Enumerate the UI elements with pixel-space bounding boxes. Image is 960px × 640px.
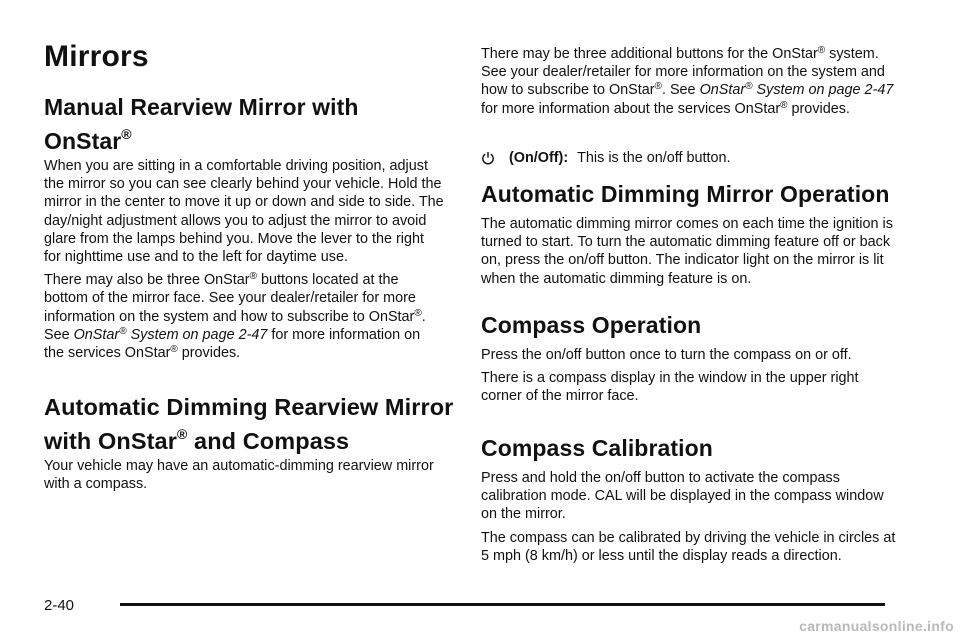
paragraph: There is a compass display in the window in the upper right corner of the mirror face. bbox=[481, 370, 859, 405]
section-heading-manual-rearview: Manual Rearview Mirror with OnStar® bbox=[44, 94, 359, 154]
manual-rearview-body bbox=[44, 157, 444, 362]
paragraph: When you are sitting in a comfortable driving position, adjust the mirror so you can see clearly behind your vehicle. Hold the mirror in the center to move it up or down and side to side. The day/night adjustment allows you to adjust the mirror to avoid glare from the lamps behind you. Move the lever to the right for nighttime use and to the left for daytime use. bbox=[44, 158, 444, 266]
auto-dimming-rearview-body bbox=[44, 457, 444, 493]
section-heading-compass-calibration: Compass Calibration bbox=[481, 435, 713, 461]
paragraph: Press the on/off button once to turn the compass on or off. bbox=[481, 347, 852, 363]
footer-divider bbox=[120, 603, 885, 606]
cross-reference-link[interactable]: OnStar® System on page 2-47 bbox=[699, 81, 894, 99]
paragraph: Your vehicle may have an automatic-dimming rearview mirror with a compass. bbox=[44, 458, 434, 493]
on-off-text: This is the on/off button. bbox=[577, 150, 731, 166]
paragraph: The automatic dimming mirror comes on each time the ignition is turned to start. To turn the automatic dimming feature off or back on, press the on/off button. The indicator light on the mirror is lit when the automatic dimming feature is on. bbox=[481, 216, 893, 287]
cross-reference-link[interactable]: OnStar® System on page 2-47 bbox=[73, 325, 268, 343]
section-heading-auto-dimming-operation: Automatic Dimming Mirror Operation bbox=[481, 181, 890, 207]
paragraph: There may be three additional buttons for the OnStar® system. See your dealer/retailer for more information on the system and how to subscribe to OnStar®. See OnStar® System on page 2-47 for more information about the services OnStar® provides. bbox=[481, 45, 894, 117]
paragraph: Press and hold the on/off button to activate the compass calibration mode. CAL will be displayed in the compass window on the mirror. bbox=[481, 470, 884, 523]
on-off-label: (On/Off): bbox=[509, 150, 569, 166]
on-off-button-description bbox=[481, 150, 901, 166]
power-icon bbox=[481, 151, 495, 165]
section-auto-dimming-rearview bbox=[44, 390, 464, 458]
page-number: 2-40 bbox=[44, 597, 75, 614]
paragraph: The compass can be calibrated by driving the vehicle in circles at 5 mph (8 km/h) or less until the display reads a direction. bbox=[481, 529, 896, 564]
section-manual-rearview bbox=[44, 90, 444, 158]
watermark: carmanualsonline.info bbox=[799, 618, 954, 634]
page-title: Mirrors bbox=[44, 40, 149, 73]
section-compass-calibration bbox=[481, 431, 901, 565]
section-heading-auto-dimming-rearview: Automatic Dimming Rearview Mirror with OnStar® and Compass bbox=[44, 394, 454, 454]
section-heading-compass-operation: Compass Operation bbox=[481, 312, 702, 338]
paragraph: There may also be three OnStar® buttons located at the bottom of the mirror face. See your dealer/retailer for more information on the system and how to subscribe to OnStar®. See OnStar® System on page 2-47 for more information on the services OnStar® provides. bbox=[44, 271, 426, 362]
section-compass-operation bbox=[481, 308, 901, 406]
onstar-buttons-intro bbox=[481, 45, 901, 118]
section-auto-dimming-operation bbox=[481, 177, 901, 288]
